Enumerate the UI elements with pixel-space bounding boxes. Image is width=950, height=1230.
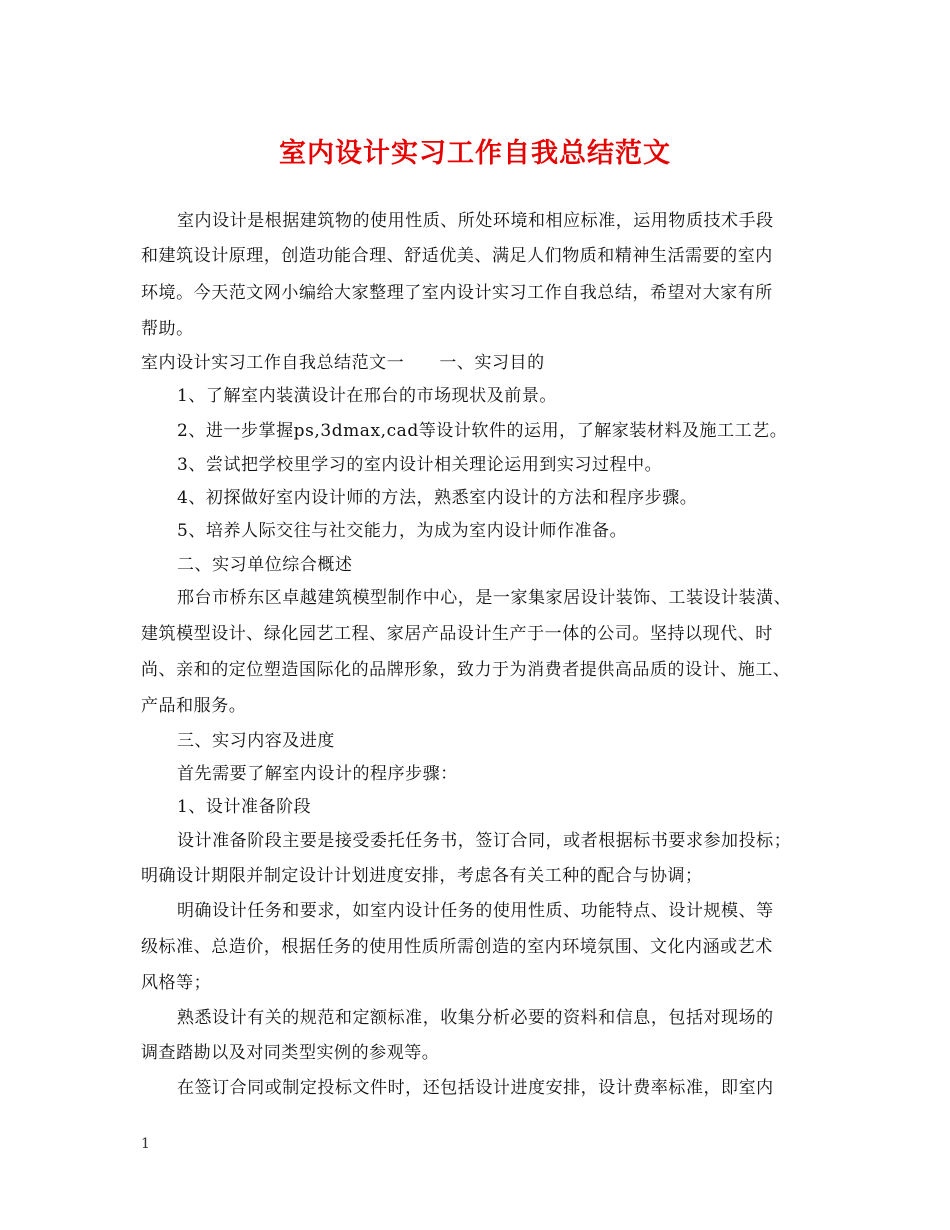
section-heading: 二、实习单位综合概述 — [177, 555, 353, 575]
text-line: 风格等； — [141, 973, 212, 993]
list-item: 1、了解室内装潢设计在邢台的市场现状及前景。 — [177, 386, 557, 406]
text-line: 邢台市桥东区卓越建筑模型制作中心，是一家集家居设计装饰、工装设计装潢、 — [177, 588, 792, 608]
text-line: 明确设计期限并制定设计计划进度安排，考虑各有关工种的配合与协调； — [141, 866, 703, 886]
text-line: 明确设计任务和要求，如室内设计任务的使用性质、功能特点、设计规模、等 — [177, 901, 774, 921]
text-line: 尚、亲和的定位塑造国际化的品牌形象，致力于为消费者提供高品质的设计、施工、 — [141, 660, 791, 680]
text-line: 首先需要了解室内设计的程序步骤： — [177, 764, 458, 784]
text-line: 级标准、总造价，根据任务的使用性质所需创造的室内环境氛围、文化内涵或艺术 — [141, 937, 773, 957]
text-line: 调查踏勘以及对同类型实例的参观等。 — [141, 1043, 440, 1063]
list-item: 4、初探做好室内设计师的方法，熟悉室内设计的方法和程序步骤。 — [177, 488, 698, 508]
text-line: 环境。今天范文网小编给大家整理了室内设计实习工作自我总结，希望对大家有所 — [141, 283, 773, 303]
section-heading: 三、实习内容及进度 — [177, 731, 335, 751]
text-line: 在签订合同或制定投标文件时，还包括设计进度安排，设计费率标准，即室内 — [177, 1078, 774, 1098]
text-line: 熟悉设计有关的规范和定额标准，收集分析必要的资料和信息，包括对现场的 — [177, 1008, 774, 1028]
list-item: 2、进一步掌握ps,3dmax,cad等设计软件的运用，了解家装材料及施工工艺。 — [177, 421, 788, 441]
text-line: 和建筑设计原理，创造功能合理、舒适优美、满足人们物质和精神生活需要的室内 — [141, 246, 773, 266]
text-line: 室内设计实习工作自我总结范文一 一、实习目的 — [141, 353, 545, 373]
list-item: 3、尝试把学校里学习的室内设计相关理论运用到实习过程中。 — [177, 455, 663, 475]
text-line: 建筑模型设计、绿化园艺工程、家居产品设计生产于一体的公司。坚持以现代、时 — [141, 624, 773, 644]
text-line: 帮助。 — [141, 319, 194, 339]
page-number: 1 — [141, 1136, 150, 1152]
subsection-heading: 1、设计准备阶段 — [177, 797, 312, 817]
text-line: 产品和服务。 — [141, 696, 247, 716]
list-item: 5、培养人际交往与社交能力，为成为室内设计师作准备。 — [177, 521, 628, 541]
document-title: 室内设计实习工作自我总结范文 — [279, 138, 671, 169]
text-line: 设计准备阶段主要是接受委托任务书，签订合同，或者根据标书要求参加投标； — [177, 831, 792, 851]
text-line: 室内设计是根据建筑物的使用性质、所处环境和相应标准，运用物质技术手段 — [177, 211, 774, 231]
